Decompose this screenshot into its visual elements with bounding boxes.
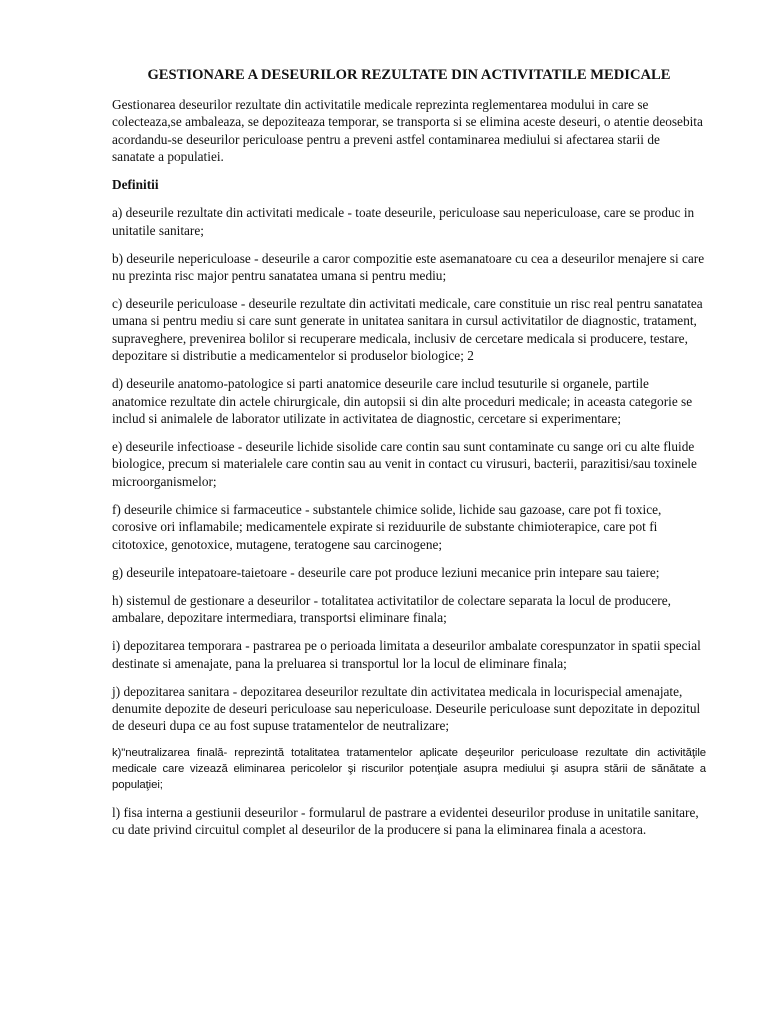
definition-j: j) depozitarea sanitara - depozitarea deseurilor rezultate din activitatea medicala in locurispecial amenajate, denumite depozite de deseuri periculoase sau nepericuloase. Deseurile periculoase sunt depozitate in depozitul de deseuri dupa ce au fost supuse tratamentelor de neutralizare;: [112, 683, 701, 734]
document-body: [112, 66, 706, 849]
definition-f: f) deseurile chimice si farmaceutice - substantele chimice solide, lichide sau gazoase, care pot fi toxice, corosive ori inflamabile; medicamentele expirate si reziduurile de substante chimioterapice, care pot fi citotoxice, genotoxice, mutagene, teratogene sau carcinogene;: [112, 501, 662, 552]
definition-h: h) sistemul de gestionare a deseurilor - totalitatea activitatilor de colectare separata la locul de producere, ambalare, depozitare intermediara, transportsi eliminare finala;: [112, 592, 671, 626]
document-title: GESTIONARE A DESEURILOR REZULTATE DIN ACTIVITATILE MEDICALE: [147, 67, 671, 83]
definition-b: b) deseurile nepericuloase - deseurile a caror compozitie este asemanatoare cu cea a deseurilor menajere si care nu prezinta risc major pentru sanatatea umana si pentru mediu;: [112, 250, 705, 284]
definition-d: d) deseurile anatomo-patologice si parti anatomice deseurile care includ tesuturile si organele, partile anatomice rezultate din actele chirurgicale, din autopsii si din alte proceduri medicale; in aceasta categorie se includ si animalele de laborator utilizate in activitatea de diagnostic, cercetare si experimentare;: [112, 376, 693, 427]
definition-g: g) deseurile intepatoare-taietoare - deseurile care pot produce leziuni mecanice prin intepare sau taiere;: [112, 564, 660, 580]
definition-c: c) deseurile periculoase - deseurile rezultate din activitati medicale, care constituie un risc real pentru sanatatea umana si pentru mediu si care sunt generate in unitatea sanitara in cursul activitatilor de diagnostic, tratament, supraveghere, prevenirea bolilor si recuperare medicala, inclusiv de cercetare medicala si producere, testare, depozitare si distributie a medicamentelor si produselor biologice; 2: [112, 296, 703, 364]
definition-i: i) depozitarea temporara - pastrarea pe o perioada limitata a deseurilor ambalate corespunzator in spatii special destinate si amenajate, pana la preluarea si transportul lor la locul de eliminare finala;: [112, 638, 701, 671]
definition-e: e) deseurile infectioase - deseurile lichide sisolide care contin sau sunt contaminate cu sange ori cu alte fluide biologice, precum si materialele care contin sau au venit in contact cu virusuri, bacterii, parazitisi/sau toxinele microorganismelor;: [112, 439, 697, 489]
definition-k: k)"neutralizarea finală- reprezintă totalitatea tratamentelor aplicate deşeurilor periculoase rezultate din activităţile medicale care vizează eliminarea pericolelor şi riscurilor potenţiale asupra mediului şi asupra stării de sănătate a populaţiei;: [112, 747, 706, 792]
definition-a: a) deseurile rezultate din activitati medicale - toate deseurile, periculoase sau nepericuloase, care se produc in unitatile sanitare;: [112, 205, 695, 238]
definition-l: l) fisa interna a gestiunii deseurilor - formularul de pastrare a evidentei deseurilor produse in unitatile sanitare, cu date privind circuitul complet al deseurilor de la producere si pana la eliminarea finala a acestora.: [112, 804, 699, 838]
intro-paragraph: Gestionarea deseurilor rezultate din activitatile medicale reprezinta reglementarea modului in care se colecteaza,se ambaleaza, se depoziteaza temporar, se transporta si se elimina aceste deseuri, o atentie deosebita acordandu-se deseurilor periculoase pentru a preveni astfel contaminarea mediului si afectarea starii de sanatate a populatiei.: [112, 97, 703, 165]
definitions-heading: Definitii: [112, 177, 159, 193]
